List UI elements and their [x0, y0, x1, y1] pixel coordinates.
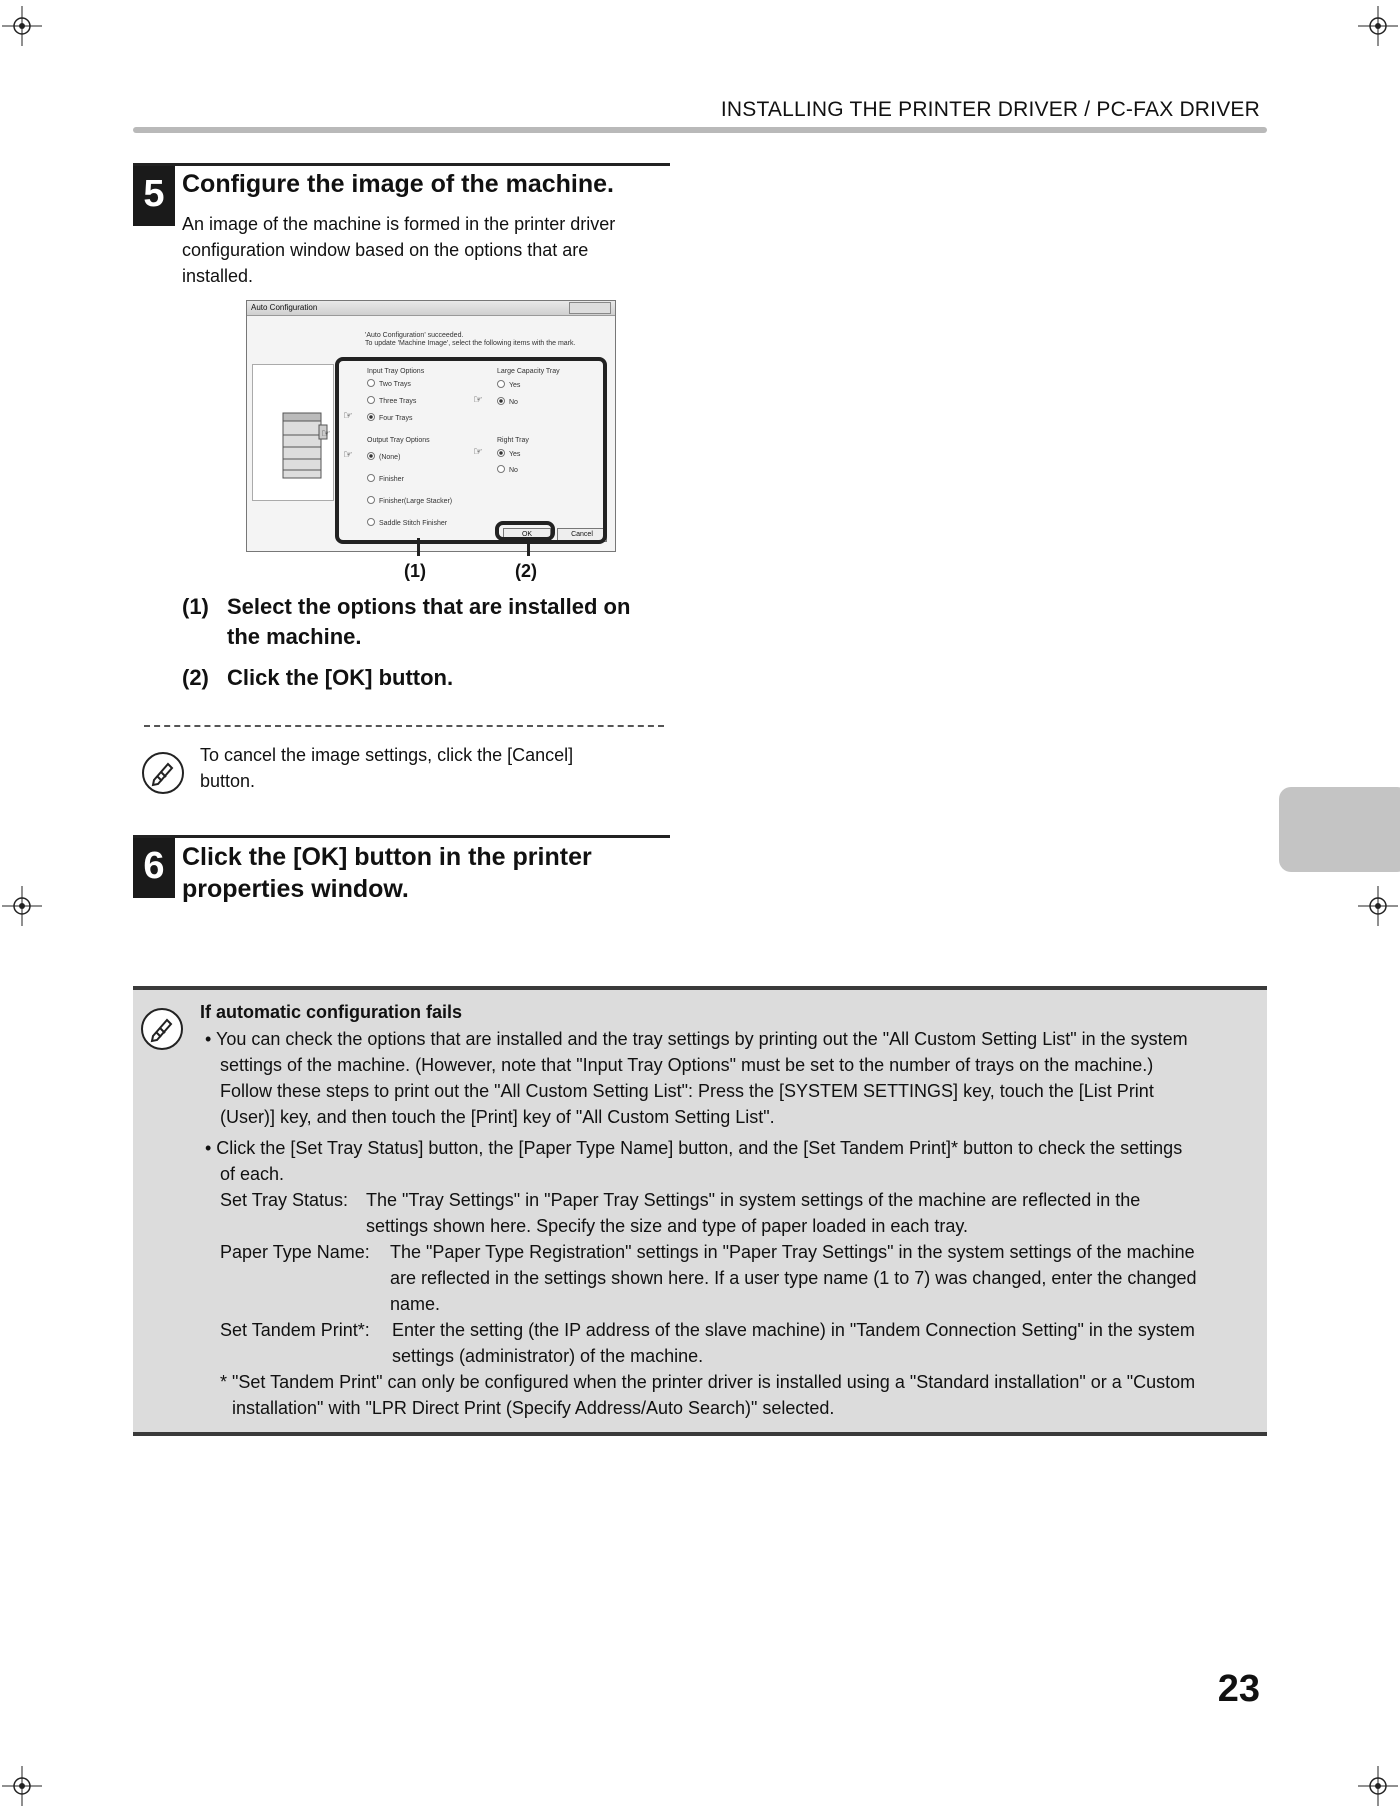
bullet2-line2: of each.	[220, 1164, 285, 1184]
pointing-hand-icon: ☞	[343, 449, 353, 461]
set-tray-status-label: Set Tray Status:	[220, 1190, 349, 1210]
chapter-side-tab	[1279, 787, 1400, 872]
crop-mark-mid-right	[1358, 886, 1398, 926]
paper-type-name-line1: The "Paper Type Registration" settings in "Paper Tray Settings" in the system settings of the machine	[390, 1242, 1195, 1262]
pointing-hand-icon: ☞	[321, 428, 331, 440]
screenshot-message-line2: To update 'Machine Image', select the following items with the mark.	[365, 340, 576, 347]
right-tray-option-yes: Yes	[497, 449, 520, 459]
input-tray-heading: Input Tray Options	[367, 368, 425, 375]
footnote-line1: * "Set Tandem Print" can only be configured when the printer driver is installed using a "Standard installation" or a "Custom	[220, 1372, 1196, 1392]
page-header-title: INSTALLING THE PRINTER DRIVER / PC-FAX DRIVER	[720, 98, 1260, 121]
step5-description-line1: An image of the machine is formed in the printer driver	[182, 214, 616, 234]
output-tray-option-large-stacker: Finisher(Large Stacker)	[367, 496, 452, 506]
set-tandem-print-line2: settings (administrator) of the machine.	[392, 1346, 704, 1366]
step6-title-line2: properties window.	[182, 875, 409, 903]
note-pencil-icon	[141, 1008, 183, 1050]
large-capacity-option-no: No	[497, 397, 518, 407]
highlight-ok-box	[495, 521, 555, 541]
crop-mark-top-left	[2, 6, 42, 46]
step5-description-line3: installed.	[182, 266, 254, 286]
note-box-title: If automatic configuration fails	[200, 1002, 463, 1022]
note-dashed-rule	[144, 725, 664, 727]
footnote-line2: installation" with "LPR Direct Print (Specify Address/Auto Search)" selected.	[232, 1398, 835, 1418]
right-tray-option-no: No	[497, 465, 518, 475]
page-number: 23	[1217, 1668, 1260, 1710]
output-tray-option-finisher: Finisher	[367, 474, 404, 484]
output-tray-option-none: (None)	[367, 452, 400, 462]
paper-type-name-label: Paper Type Name:	[220, 1242, 370, 1262]
right-tray-heading: Right Tray	[497, 437, 529, 444]
screenshot-cancel-button: Cancel	[557, 528, 607, 542]
pointing-hand-icon: ☞	[473, 394, 483, 406]
step5-number-badge: 5	[133, 166, 175, 226]
step5-rule	[133, 163, 670, 166]
crop-mark-bottom-right	[1358, 1766, 1398, 1806]
auto-config-fails-note-box	[133, 986, 1267, 1436]
bullet1-line1: • You can check the options that are installed and the tray settings by printing out the "All Custom Setting List" in the system	[205, 1029, 1188, 1049]
screenshot-ok-button: OK	[503, 528, 551, 542]
large-capacity-heading: Large Capacity Tray	[497, 368, 560, 375]
output-tray-heading: Output Tray Options	[367, 437, 430, 444]
bullet1-line4: (User)] key, and then touch the [Print] key of "All Custom Setting List".	[220, 1107, 775, 1127]
input-tray-option-three: Three Trays	[367, 396, 416, 406]
screenshot-titlebar	[247, 301, 615, 316]
substep-1-line1: Select the options that are installed on	[227, 594, 631, 619]
step6-title-line1: Click the [OK] button in the printer	[182, 843, 592, 871]
set-tray-status-line1: The "Tray Settings" in "Paper Tray Settings" in system settings of the machine are reflected in the	[366, 1190, 1141, 1210]
header-rule	[133, 127, 1267, 133]
callout-stem-1	[417, 538, 420, 556]
crop-mark-mid-left	[2, 886, 42, 926]
note-line2: button.	[200, 771, 256, 791]
pointing-hand-icon: ☞	[473, 446, 483, 458]
note-pencil-icon	[142, 752, 184, 794]
callout-label-2: (2)	[515, 561, 537, 581]
bullet1-line2: settings of the machine. (However, note that "Input Tray Options" must be set to the number of trays on the machine.)	[220, 1055, 1154, 1075]
input-tray-option-four: Four Trays	[367, 413, 412, 423]
step5-title: Configure the image of the machine.	[182, 170, 614, 198]
step6-rule	[133, 835, 670, 838]
callout-label-1: (1)	[404, 561, 426, 581]
crop-mark-bottom-left	[2, 1766, 42, 1806]
substep-2-line1: Click the [OK] button.	[227, 665, 454, 690]
set-tandem-print-line1: Enter the setting (the IP address of the slave machine) in "Tandem Connection Setting" in the system	[392, 1320, 1195, 1340]
step5-description-line2: configuration window based on the options that are	[182, 240, 589, 260]
substep-2-number: (2)	[182, 665, 209, 690]
note-line1: To cancel the image settings, click the [Cancel]	[200, 745, 574, 765]
set-tray-status-line2: settings shown here. Specify the size and type of paper loaded in each tray.	[366, 1216, 969, 1236]
bullet2-line1: • Click the [Set Tray Status] button, the [Paper Type Name] button, and the [Set Tandem Print]* button to check the settings	[205, 1138, 1183, 1158]
step6-number-badge: 6	[133, 838, 175, 898]
screenshot-window-title: Auto Configuration	[251, 303, 318, 312]
output-tray-option-saddle-stitch: Saddle Stitch Finisher	[367, 518, 447, 528]
paper-type-name-line3: name.	[390, 1294, 441, 1314]
screenshot-message-line1: 'Auto Configuration' succeeded.	[365, 332, 464, 339]
pointing-hand-icon: ☞	[343, 410, 353, 422]
paper-type-name-line2: are reflected in the settings shown here. If a user type name (1 to 7) was changed, enter the changed	[390, 1268, 1197, 1288]
substep-1-line2: the machine.	[227, 624, 362, 649]
bullet1-line3: Follow these steps to print out the "All Custom Setting List": Press the [SYSTEM SETTINGS] key, touch the [List Print	[220, 1081, 1154, 1101]
screenshot-help-close-icon	[569, 302, 611, 314]
crop-mark-top-right	[1358, 6, 1398, 46]
auto-configuration-screenshot	[246, 300, 616, 552]
highlight-options-box	[335, 357, 607, 544]
substep-1-number: (1)	[182, 594, 209, 619]
set-tandem-print-label: Set Tandem Print*:	[220, 1320, 370, 1340]
input-tray-option-two: Two Trays	[367, 379, 411, 389]
callout-stem-2	[527, 538, 530, 556]
large-capacity-option-yes: Yes	[497, 380, 520, 390]
